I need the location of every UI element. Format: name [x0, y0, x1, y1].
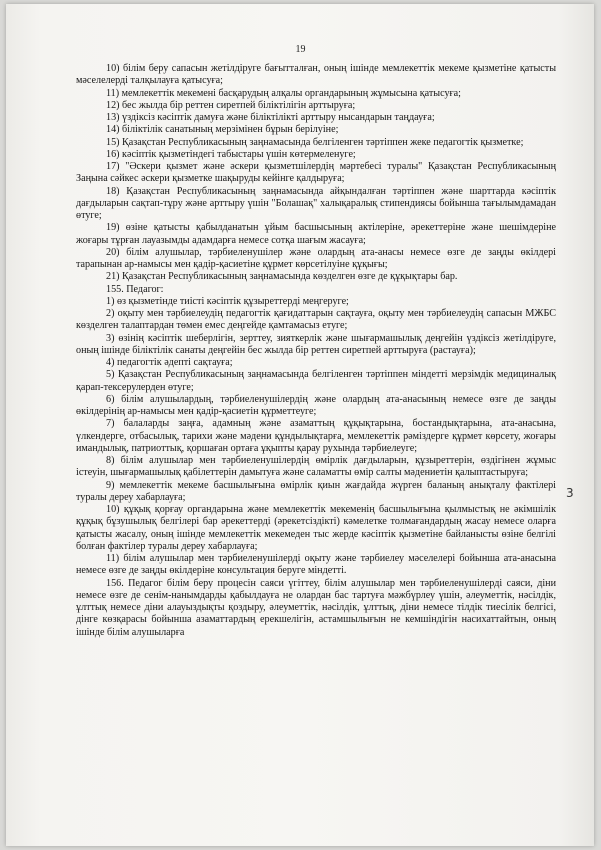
paragraph: 12) бес жылда бір реттен сиретпей біліктілігін арттыруға; — [106, 99, 356, 111]
page-number: 19 — [295, 44, 306, 55]
paragraph: 11) білім алушылар мен тәрбиеленушілерді оқыту және тәрбиелеу мәселелері бойынша ата-анасына немесе өзге де заңды өкілдеріне консультация беруге міндетті. — [76, 553, 556, 577]
paragraph: 15) Қазақстан Республикасының заңнамасында белгіленген тәртіппен жеке педагогтік қызметке; — [106, 136, 524, 148]
paragraph: 20) білім алушылар, тәрбиеленушілер және олардың ата-анасы немесе өзге де заңды өкілдері тарапынан ар-намысы мен қадір-қасиетіне құрмет көрсетілуіне құқығы; — [76, 246, 556, 270]
paragraph: 13) үздіксіз кәсіптік дамуға және біліктілікті арттыру нысандарын таңдауға; — [106, 112, 435, 123]
paragraph: 2) оқыту мен тәрбиелеудің педагогтік қағидаттарын сақтауға, оқыту мен тәрбиелеудің сапасын МЖБС көзделген талаптардан төмен емес деңгейде қамтамасыз етуге; — [76, 308, 556, 332]
paragraph: 16) кәсіптік қызметіндегі табыстары үшін көтермеленуге; — [106, 148, 356, 160]
section-heading: 155. Педагог: — [106, 283, 164, 295]
margin-mark: 3 — [566, 486, 574, 500]
paragraph: 18) Қазақстан Республикасының заңнамасында айқындалған тәртіппен және шарттарда кәсіптік дағдыларын сақтап-тұру және арттыру үшін "Болашақ" халықаралық стипендиясы бойынша тағылымдамадан өтуге; — [76, 185, 556, 221]
paragraph: 7) балаларды заңға, адамның және азаматтың құқықтарына, бостандықтарына, ата-анасына, үлкендерге, отбасылық, тарихи және мәдени құндылықтарға, мемлекеттік рәміздерге құрмет көрсету, жоғары имандылық, патриоттық, қоршаған ортаға ұқыпты қарау рухында тәрбиелеуге; — [76, 418, 556, 454]
paragraph: 4) педагогтік әдепті сақтауға; — [106, 357, 233, 368]
paragraph: 9) мемлекеттік мекеме басшылығына өмірлік қиын жағдайда жүрген баланың анықталу фактілері туралы дереу хабарлауға; — [76, 479, 556, 503]
paragraph: 6) білім алушылардың, тәрбиеленушілердің және олардың ата-анасының немесе өзге де заңды өкілдерінің ар-намысы мен қадір-қасиетін құрметтеуге; — [76, 393, 556, 417]
paragraph: 10) құқық қорғау органдарына және мемлекеттік мекеменің басшылығына қылмыстық не әкімшілік құқық бұзушылық белгілері бар әрекеттерді (әрекетсіздікті) кәмелетке толмағандардың жасау немесе оларға қатысты жасалу, оның ішінде мемлекеттік мекемеден тыс жерде кәсіптік қызметіне байланысты өзіне белгілі болған фактілер туралы дереу хабарлауға; — [76, 504, 556, 552]
document-body — [76, 63, 556, 639]
paragraph: 14) біліктілік санатының мерзімінен бұрын берілуіне; — [106, 124, 339, 136]
paragraph: 3) өзінің кәсіптік шеберлігін, зерттеу, зияткерлік және шығармашылық деңгейін үздіксіз жетілдіруге, оның ішінде біліктілік санаты деңгейін бес жылда бір реттен сиретпей арттыруға (растауға); — [76, 332, 556, 356]
paragraph: 11) мемлекеттік мекемені басқарудың алқалы органдарының жұмысына қатысуға; — [106, 87, 461, 99]
paragraph: 19) өзіне қатысты қабылданатын ұйым басшысының актілеріне, әрекеттеріне және шешімдеріне жоғары тұрған лауазымды адамдарға немесе сотқа шағым жасауға; — [76, 222, 556, 246]
paragraph: 1) өз қызметінде тиісті кәсіптік құзыреттерді меңгеруге; — [106, 295, 349, 307]
paragraph: 8) білім алушылар мен тәрбиеленушілердің өмірлік дағдыларын, құзыреттерін, өздігінен жұмыс істеуін, шығармашылық қабілеттерін дамытуға және саламатты өмір салты мәдениетін қалыптастыруға; — [76, 455, 556, 479]
paragraph: 17) "Әскери қызмет және әскери қызметшілердің мәртебесі туралы" Қазақстан Республикасының Заңына сәйкес әскери қызметке шақыруды кейінге қалдыруға; — [76, 161, 556, 185]
paragraph: 10) білім беру сапасын жетілдіруге бағытталған, оның ішінде мемлекеттік мекеме қызметіне қатысты мәселелерді талқылауға қатысуға; — [76, 63, 556, 87]
paragraph: 156. Педагог білім беру процесін саяси үгіттеу, білім алушылар мен тәрбиеленушілерді саяси, діни немесе өзге де сенім-нанымдарды қабылдауға не олардан бас тартуға мәжбүрлеу үшін, әлеуметтік, нәсілдік, ұлттық немесе діни алауыздықты қоздыру, әлеуметтік, нәсілдік, ұлттық, діни немесе тілдік тиесілік белгісі, дінге көзқарасы бойынша азаматтардың ерекшелігін, астамшылығын не кемшіндігін насихаттайтын, оның ішінде білім алушыларға — [76, 577, 556, 638]
paragraph: 5) Қазақстан Республикасының заңнамасында белгіленген тәртіппен міндетті мерзімдік медициналық қарап-тексерулерден өтуге; — [76, 369, 556, 393]
paragraph: 21) Қазақстан Республикасының заңнамасында көзделген өзге де құқықтары бар. — [106, 271, 458, 283]
